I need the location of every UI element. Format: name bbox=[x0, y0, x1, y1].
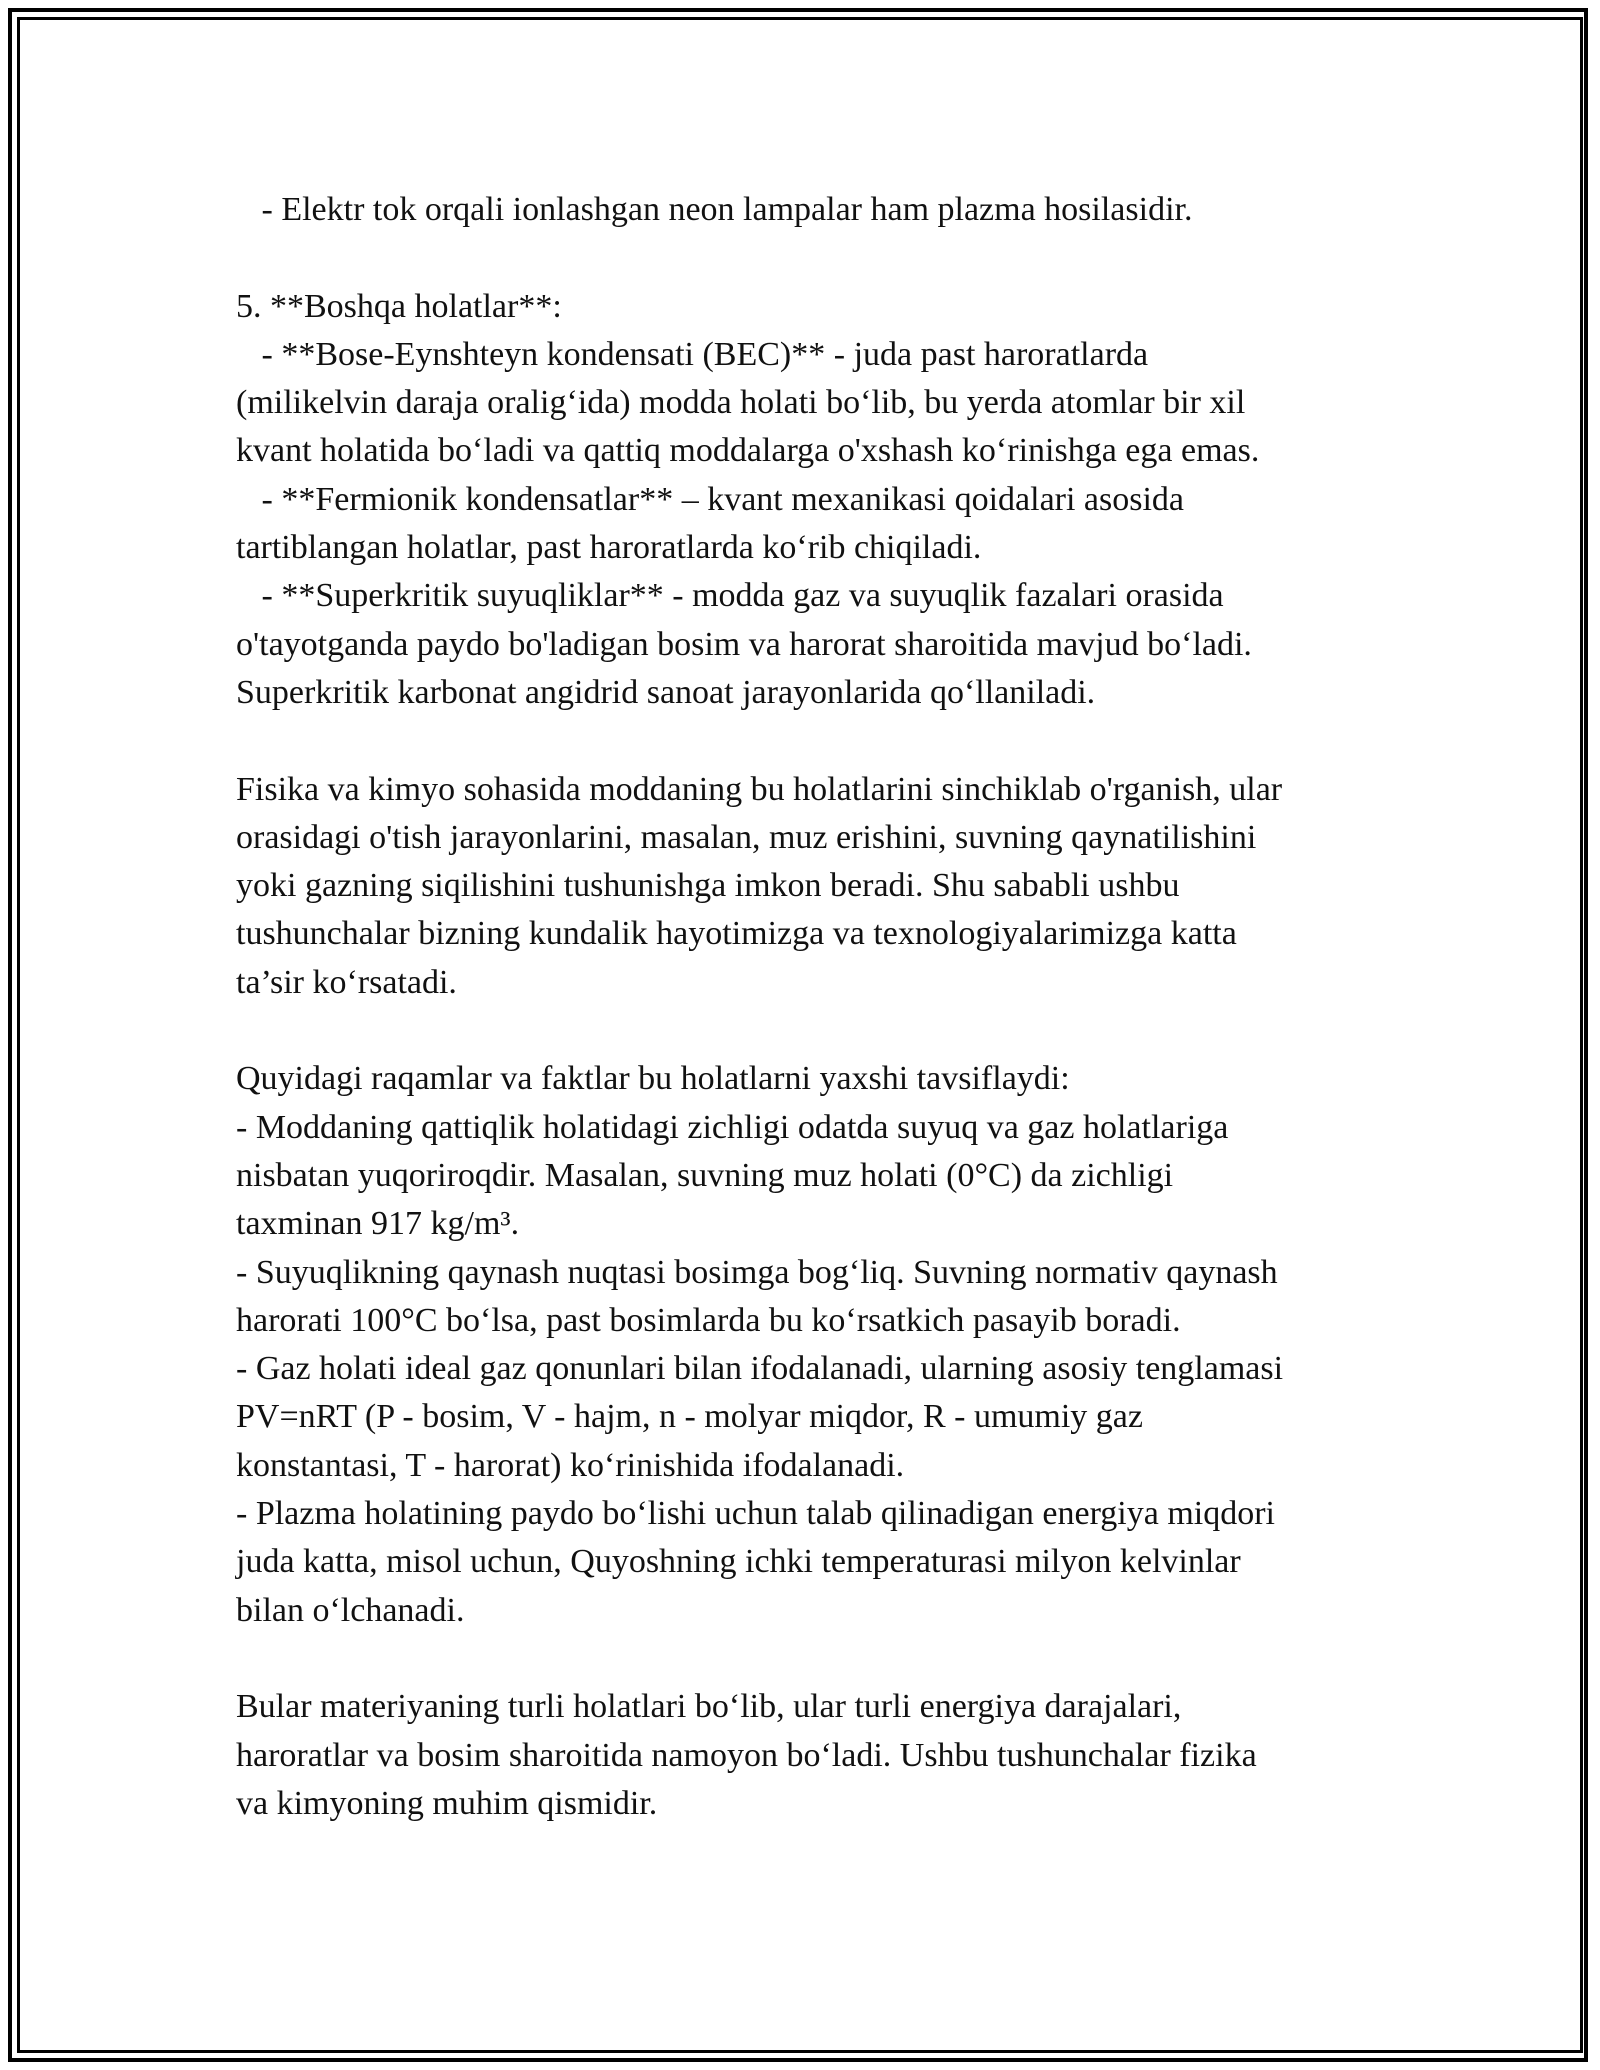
text-line: - **Bose-Eynshteyn kondensati (BEC)** - juda past haroratlarda bbox=[236, 335, 1149, 373]
text-line: bilan o‘lchanadi. bbox=[236, 1591, 465, 1629]
text-line: kvant holatida bo‘ladi va qattiq moddalarga o'xshash ko‘rinishga ega emas. bbox=[236, 432, 1260, 470]
list-item-line: - Moddaning qattiqlik holatidagi zichligi odatda suyuq va gaz holatlariga bbox=[236, 1108, 1229, 1146]
text-line: tartiblangan holatlar, past haroratlarda ko‘rib chiqiladi. bbox=[236, 529, 982, 567]
document-body bbox=[236, 186, 1386, 1828]
text-line: nisbatan yuqoriroqdir. Masalan, suvning muz holati (0°C) da zichligi bbox=[236, 1156, 1174, 1194]
list-item-line: - Gaz holati ideal gaz qonunlari bilan ifodalanadi, ularning asosiy tenglamasi bbox=[236, 1350, 1284, 1388]
text-line: haroratlar va bosim sharoitida namoyon bo‘ladi. Ushbu tushunchalar fizika bbox=[236, 1736, 1257, 1774]
text-line: PV=nRT (P - bosim, V - hajm, n - molyar miqdor, R - umumiy gaz bbox=[236, 1398, 1143, 1436]
text-line: yoki gazning siqilishini tushunishga imkon beradi. Shu sababli ushbu bbox=[236, 867, 1180, 905]
blank-line bbox=[236, 1635, 1386, 1683]
blank-line bbox=[236, 717, 1386, 765]
text-line: konstantasi, T - harorat) ko‘rinishida ifodalanadi. bbox=[236, 1446, 905, 1484]
text-line: ta’sir ko‘rsatadi. bbox=[236, 963, 457, 1001]
text-line: orasidagi o'tish jarayonlarini, masalan, muz erishini, suvning qaynatilishini bbox=[236, 818, 1257, 856]
blank-line bbox=[236, 1007, 1386, 1055]
text-line: - **Fermionik kondensatlar** – kvant mexanikasi qoidalari asosida bbox=[236, 480, 1185, 518]
text-line: Superkritik karbonat angidrid sanoat jarayonlarida qo‘llaniladi. bbox=[236, 673, 1096, 711]
text-line: Fisika va kimyo sohasida moddaning bu holatlarini sinchiklab o'rganish, ular bbox=[236, 770, 1283, 808]
text-line: juda katta, misol uchun, Quyoshning ichki temperaturasi milyon kelvinlar bbox=[236, 1543, 1241, 1581]
text-line: - **Superkritik suyuqliklar** - modda gaz va suyuqlik fazalari orasida bbox=[236, 577, 1224, 615]
text-line: taxminan 917 kg/m³. bbox=[236, 1205, 520, 1243]
section-heading: 5. **Boshqa holatlar**: bbox=[236, 287, 562, 325]
text-line: (milikelvin daraja oralig‘ida) modda holati bo‘lib, bu yerda atomlar bir xil bbox=[236, 384, 1246, 422]
text-line: tushunchalar bizning kundalik hayotimizga va texnologiyalarimizga katta bbox=[236, 915, 1237, 953]
text-line: o'tayotganda paydo bo'ladigan bosim va harorat sharoitida mavjud bo‘ladi. bbox=[236, 625, 1252, 663]
list-item-line: - Plazma holatining paydo bo‘lishi uchun talab qilinadigan energiya miqdori bbox=[236, 1495, 1275, 1533]
list-item-line: - Suyuqlikning qaynash nuqtasi bosimga bog‘liq. Suvning normativ qaynash bbox=[236, 1253, 1278, 1291]
blank-line bbox=[236, 234, 1386, 282]
text-line: Bular materiyaning turli holatlari bo‘lib, ular turli energiya darajalari, bbox=[236, 1688, 1182, 1726]
text-line: - Elektr tok orqali ionlashgan neon lampalar ham plazma hosilasidir. bbox=[236, 191, 1193, 228]
text-line: va kimyoning muhim qismidir. bbox=[236, 1784, 658, 1822]
text-line: harorati 100°C bo‘lsa, past bosimlarda bu ko‘rsatkich pasayib boradi. bbox=[236, 1301, 1181, 1339]
text-line: Quyidagi raqamlar va faktlar bu holatlarni yaxshi tavsiflaydi: bbox=[236, 1060, 1070, 1098]
